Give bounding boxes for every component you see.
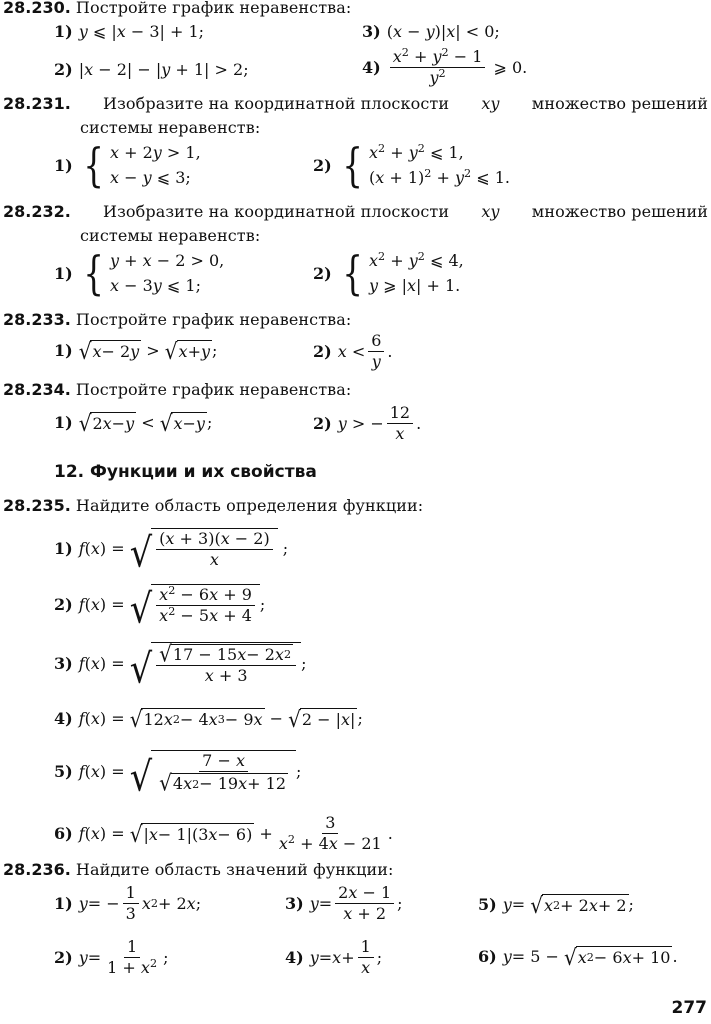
formula: f ( x ) = √ | x − 1|(3 x − 6) + $\frac{3}{x^2 + 4x - 21}$ .: [78, 813, 393, 854]
system: { $x^2 + y^2$ ⩽ 1, $(x + 1)^2 + y^2$ ⩽ 1.: [342, 138, 510, 192]
formula: y = $\frac{1}{1 + x^2}$ ;: [78, 937, 169, 978]
problem-text: Постройте график неравенства:: [75, 0, 352, 17]
p230-item-4: 4) $\frac{x^2 + y^2 - 1}{y^2}$ ⩾ 0.: [362, 45, 528, 88]
formula: y = 5 − √ x 2 − 6 x + 10 .: [502, 943, 678, 971]
problem-number: 28.234.: [3, 380, 71, 399]
p235-item-2: 2) f ( x ) = √ $\frac{x^2 - 6x + 9}{x^2 - 5x + 4}$ ;: [54, 583, 266, 633]
formula: f ( x ) = √ 12 x 2 − 4 x 3 − 9 x − √ 2 − | x | ;: [78, 705, 363, 733]
problem-text: Найдите область определения функции:: [75, 496, 424, 515]
formula: y = $\frac{2x - 1}{x + 2}$ ;: [309, 883, 403, 924]
problem-text-1: Изобразите на координатной плоскости: [103, 94, 450, 113]
p233-item-2: 2) x < $\frac{6}{y}$ .: [313, 331, 393, 372]
problem-28-233-header: [3, 310, 351, 329]
formula: |x − 2| − |y + 1| > 2;: [78, 60, 249, 79]
p235-item-6: 6) f ( x ) = √ | x − 1|(3 x − 6) + $\frac{3}{x^2 + 4x - 21}$ .: [54, 813, 393, 854]
p236-item-3: 3) y = $\frac{2x - 1}{x + 2}$ ;: [285, 883, 403, 924]
formula: f ( x ) = √ √ 17 − 15 x − 2 x 2 x + 3 ;: [78, 641, 307, 693]
problem-text: Постройте график неравенства:: [75, 310, 352, 329]
problem-text-line-2: системы неравенств:: [80, 118, 261, 137]
problem-var: xy: [481, 94, 500, 113]
p236-item-2: 2) y = $\frac{1}{1 + x^2}$ ;: [54, 937, 169, 978]
problem-28-236-header: [3, 860, 394, 879]
p234-item-1: 1) √ 2 x − y < √ x − y ;: [54, 409, 213, 437]
problem-text-2: множество решений: [531, 94, 708, 113]
problem-number: 28.231.: [3, 94, 71, 113]
problem-text: Найдите область значений функции:: [75, 860, 394, 879]
formula: $\frac{x^2 + y^2 - 1}{y^2}$ ⩾ 0.: [387, 48, 528, 88]
formula: y = √ x 2 + 2 x + 2 ;: [502, 891, 634, 919]
p233-item-1: 1) √ x − 2 y > √ x + y ;: [54, 337, 218, 365]
problem-28-231-header: [3, 94, 708, 113]
problem-28-235-header: [3, 496, 423, 515]
p235-item-4: 4) f ( x ) = √ 12 x 2 − 4 x 3 − 9 x − √ 2 − | x | ;: [54, 705, 363, 733]
formula: x < $\frac{6}{y}$ .: [337, 331, 393, 372]
page-number: 277: [671, 998, 707, 1018]
p230-item-3: 3) (x − y)|x| < 0;: [362, 22, 500, 41]
problem-28-234-header: [3, 380, 351, 399]
p230-item-2: 2) |x − 2| − |y + 1| > 2;: [54, 60, 249, 79]
formula: (x − y)|x| < 0;: [386, 22, 500, 41]
formula: f ( x ) = √ $\frac{x^2 - 6x + 9}{x^2 - 5x + 4}$ ;: [78, 583, 266, 633]
system: { x + 2y > 1, x − y ⩽ 3;: [83, 138, 201, 192]
problem-number: 28.236.: [3, 860, 71, 879]
formula: √ 2 x − y < √ x − y ;: [78, 409, 213, 437]
problem-number: 28.230.: [3, 0, 71, 17]
formula: y > − $\frac{12}{x}$ .: [337, 403, 422, 444]
p231-item-1: 1) { x + 2y > 1, x − y ⩽ 3;: [54, 138, 201, 192]
p236-item-4: 4) y = x + $\frac{1}{x}$ ;: [285, 937, 383, 978]
formula: f ( x ) = √ 7 − x √ 4 x 2 − 19 x + 12 ;: [78, 751, 302, 801]
p234-item-2: 2) y > − $\frac{12}{x}$ .: [313, 403, 422, 444]
p236-item-5: 5) y = √ x 2 + 2 x + 2 ;: [478, 891, 634, 919]
formula: y = − $\frac{1}{3}$ x 2 + 2 x ;: [78, 883, 202, 924]
formula: y = x + $\frac{1}{x}$ ;: [309, 937, 383, 978]
p232-item-1: 1) { y + x − 2 > 0, x − 3y ⩽ 1;: [54, 246, 225, 300]
formula: y ⩽ |x − 3| + 1;: [78, 22, 205, 41]
p235-item-3: 3) f ( x ) = √ √ 17 − 15 x − 2 x 2 x + 3 ;: [54, 641, 307, 693]
p236-item-1: 1) y = − $\frac{1}{3}$ x 2 + 2 x ;: [54, 883, 202, 924]
p232-item-2: 2) { $x^2 + y^2$ ⩽ 4, y ⩾ |x| + 1.: [313, 246, 464, 300]
problem-text-2: множество решений: [531, 202, 708, 221]
problem-28-230-header: [3, 0, 351, 17]
problem-var: xy: [481, 202, 500, 221]
p235-item-5: 5) f ( x ) = √ 7 − x √ 4 x 2 − 19 x + 12 ;: [54, 751, 302, 801]
p235-item-1: 1) f ( x ) = √ $\frac{(x + 3)(x - 2)}{x}$ ;: [54, 528, 289, 577]
problem-number: 28.235.: [3, 496, 71, 515]
problem-number: 28.233.: [3, 310, 71, 329]
p231-item-2: 2) { $x^2 + y^2$ ⩽ 1, $(x + 1)^2 + y^2$ ⩽ 1.: [313, 138, 510, 192]
problem-28-232-header: [3, 202, 708, 221]
problem-text: Постройте график неравенства:: [75, 380, 352, 399]
formula: √ x − 2 y > √ x + y ;: [78, 337, 218, 365]
p230-item-1: 1) y ⩽ |x − 3| + 1;: [54, 22, 205, 41]
problem-number: 28.232.: [3, 202, 71, 221]
problem-text-1: Изобразите на координатной плоскости: [103, 202, 450, 221]
system: { y + x − 2 > 0, x − 3y ⩽ 1;: [83, 246, 225, 300]
problem-text-line-2: системы неравенств:: [80, 226, 261, 245]
system: { $x^2 + y^2$ ⩽ 4, y ⩾ |x| + 1.: [342, 246, 464, 300]
section-title: 12. Функции и их свойства: [54, 462, 317, 482]
formula: f ( x ) = √ $\frac{(x + 3)(x - 2)}{x}$ ;: [78, 528, 289, 577]
p236-item-6: 6) y = 5 − √ x 2 − 6 x + 10 .: [478, 943, 678, 971]
